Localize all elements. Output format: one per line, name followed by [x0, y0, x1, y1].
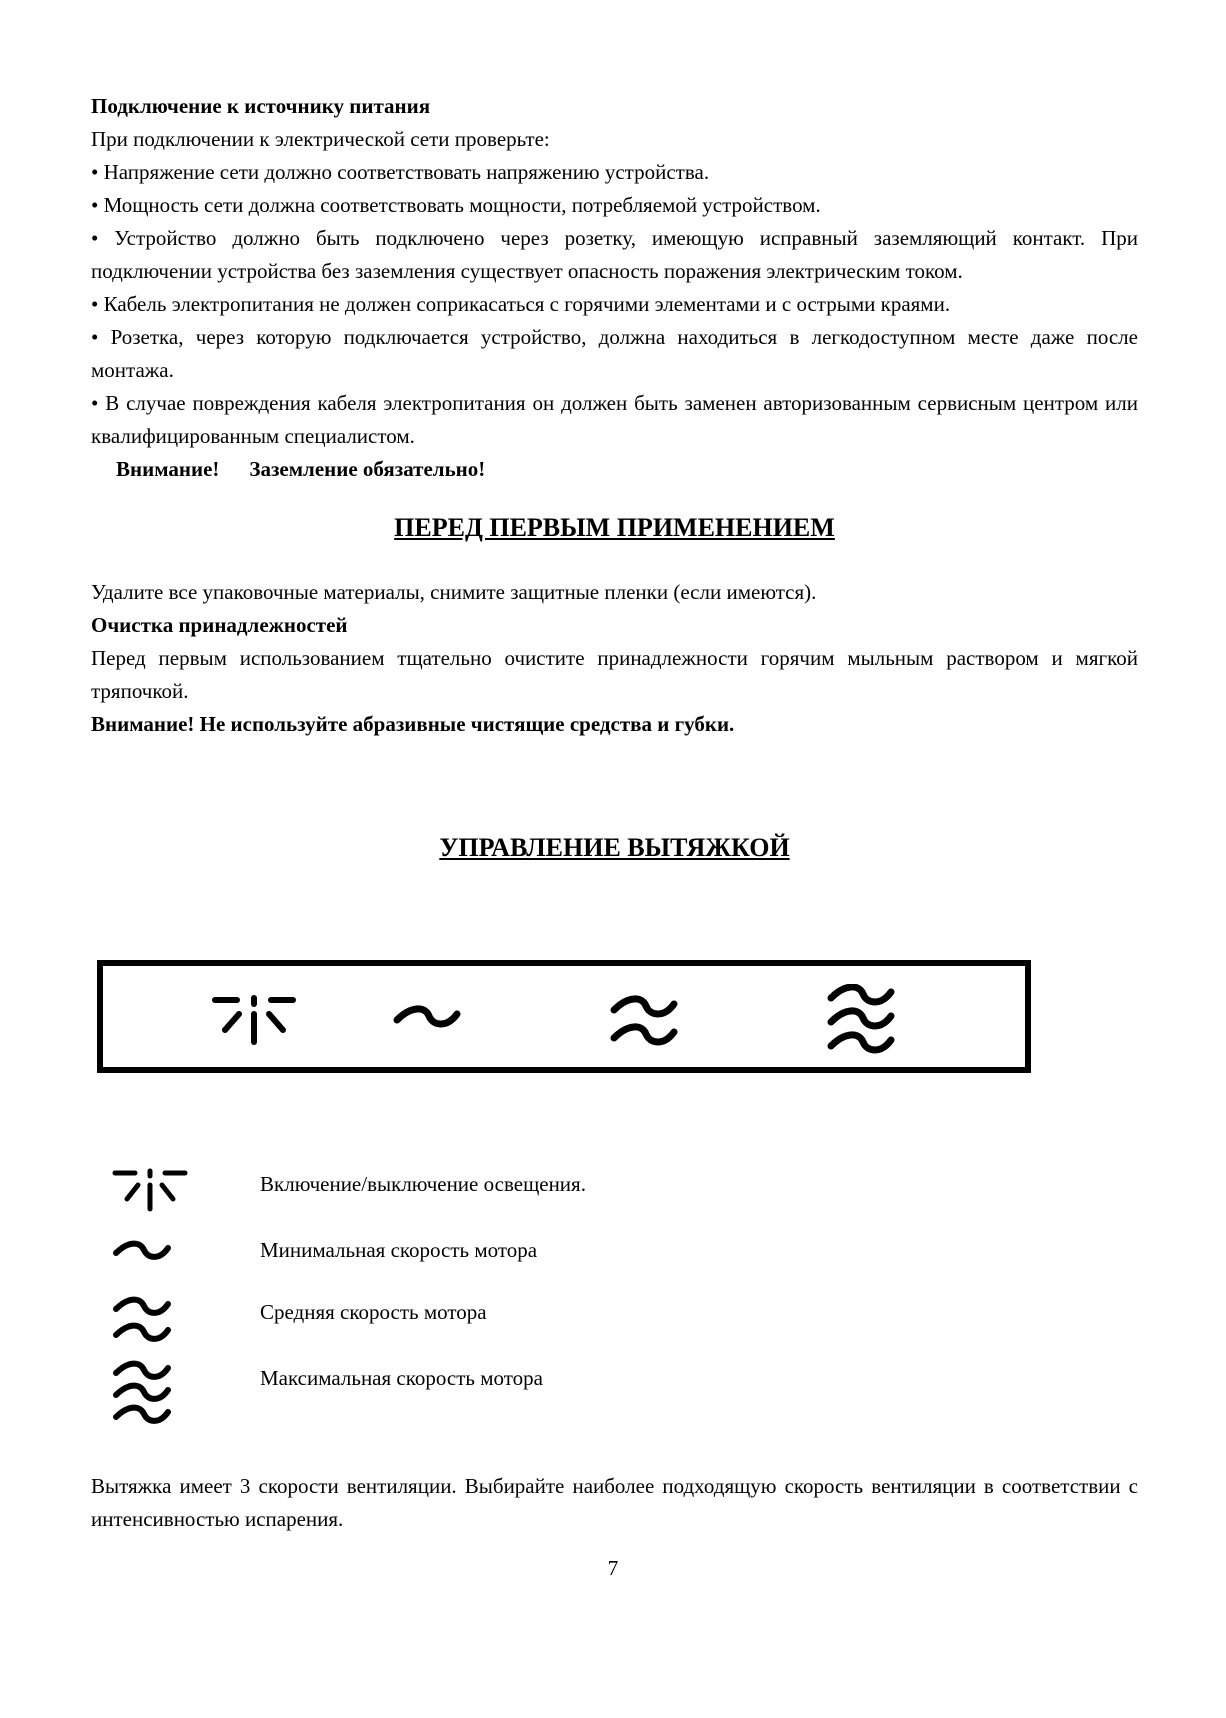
- power-bullet: • Розетка, через которую подключается устройство, должна находиться в легкодоступном месте даже после монтажа.: [91, 325, 1138, 382]
- page-number: 7: [607, 1556, 619, 1580]
- legend-item: [110, 1165, 810, 1225]
- power-bullet: • Мощность сети должна соответствовать мощности, потребляемой устройством.: [91, 193, 821, 217]
- abrasive-warning: Внимание! Не используйте абразивные чистящие средства и губки.: [91, 712, 735, 736]
- light-icon: [110, 1165, 190, 1215]
- legend-item: [110, 1293, 810, 1353]
- cleaning-text: Перед первым использованием тщательно очистите принадлежности горячим мыльным раствором и мягкой тряпочкой.: [91, 646, 1138, 703]
- control-title: УПРАВЛЕНИЕ ВЫТЯЖКОЙ: [439, 833, 790, 862]
- power-bullet: • В случае повреждения кабеля электропитания он должен быть заменен авторизованным сервисным центром или квалифицированным специалистом.: [91, 391, 1138, 448]
- legend-label: Максимальная скорость мотора: [260, 1366, 543, 1390]
- legend-item: [110, 1359, 810, 1419]
- power-intro: При подключении к электрической сети проверьте:: [91, 127, 550, 151]
- power-bullet: • Кабель электропитания не должен соприкасаться с горячими элементами и с острыми краями.: [91, 292, 951, 316]
- document-body: [91, 90, 1138, 863]
- speed-1-icon: [110, 1231, 174, 1271]
- grounding-warning: [91, 453, 1138, 486]
- legend-item: [110, 1231, 810, 1291]
- control-panel: [97, 960, 1031, 1073]
- speed-3-icon: [825, 984, 897, 1054]
- speed-2-icon: [110, 1293, 174, 1349]
- speed-2-icon: [608, 994, 680, 1048]
- first-use-title: ПЕРЕД ПЕРВЫМ ПРИМЕНЕНИЕМ: [394, 513, 835, 542]
- speed-3-icon: [110, 1359, 174, 1425]
- warning-label: Внимание!: [116, 457, 220, 481]
- remove-packaging-text: Удалите все упаковочные материалы, снимите защитные пленки (если имеются).: [91, 580, 817, 604]
- light-icon: [211, 994, 297, 1048]
- speed-1-icon: [391, 994, 463, 1048]
- warning-text: Заземление обязательно!: [249, 457, 486, 481]
- cleaning-heading: Очистка принадлежностей: [91, 613, 348, 637]
- legend-label: Минимальная скорость мотора: [260, 1238, 538, 1262]
- speeds-description: [91, 1470, 1138, 1536]
- power-heading: Подключение к источнику питания: [91, 94, 431, 118]
- legend-label: Средняя скорость мотора: [260, 1300, 487, 1324]
- speeds-text: Вытяжка имеет 3 скорости вентиляции. Выбирайте наиболее подходящую скорость вентиляции в соответствии с интенсивностью испарения.: [91, 1474, 1138, 1531]
- legend-label: Включение/выключение освещения.: [260, 1172, 586, 1196]
- power-bullet: • Устройство должно быть подключено через розетку, имеющую исправный заземляющий контакт. При подключении устройства без заземления существует опасность поражения электрическим током.: [91, 226, 1138, 283]
- power-bullet: • Напряжение сети должно соответствовать напряжению устройства.: [91, 160, 710, 184]
